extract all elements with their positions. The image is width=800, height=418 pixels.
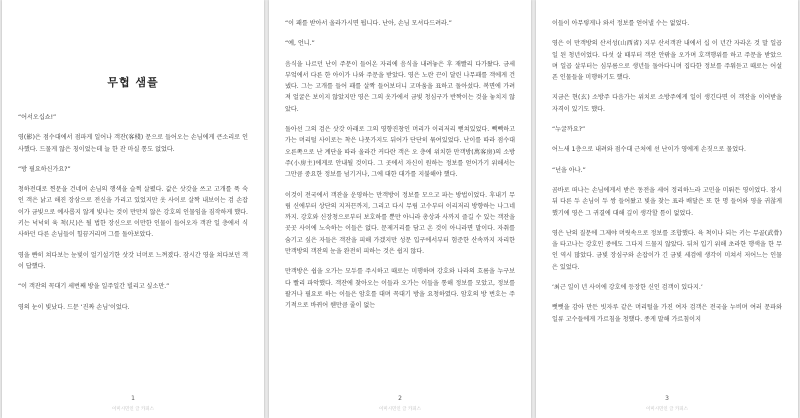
paragraph: 지금은 현(玄) 소방주 다음가는 위치로 소방주에게 일이 생긴다면 이 객잔을 이어받을 자격이 있기도 했다. [552, 94, 782, 113]
document-title: 무협 샘플 [107, 76, 159, 89]
paragraph: 영(影)은 점수대에서 점파게 일어나 객잔(客棧) 문으로 들어오는 손님에게 큰소리로 인사했다. 드물게 않은 칭이었는데 늘 한 잔 마실 통도 없었다. [18, 134, 248, 153]
paragraph: 뻣뻣을 감아 만든 빗자루 같은 머리털을 가진 여자 검객은 전국을 누비며 여러 문파와 일류 고수들에게 가르침을 청했다. 종게 말해 가르침이지 [552, 304, 782, 323]
page-watermark: 이미시민인 글 카피스 [379, 407, 421, 412]
paragraph: “누굴까요?” [552, 126, 586, 134]
paragraph: 영의 눈이 빛났다. 드문 ‘진짜 손님’이었다. [18, 303, 130, 311]
page-watermark: 이미시민인 글 카피스 [646, 407, 688, 412]
paragraph: “넌을 아나.” [552, 166, 586, 174]
paragraph: “방 필요하신가요?” [18, 165, 71, 173]
page-number: 2 [398, 395, 402, 402]
paragraph: 곰바로 떠나는 손님에게서 받은 동전을 세어 정리하느라 고민을 미뤄든 영이었다. 잠시 뒤 다른 두 손님이 두 쌍 들어왔고 빛을 찾는 표라 배달은 또 한 명 들어와 영을 귀찮게 했기에 영은 그 귀결에 대해 깊이 생각할 틈이 없었다. [552, 186, 782, 217]
paragraph: 영은 난의 질문에 그제야 머릿속으로 정보를 조합했다. 육 척이나 되는 키는 무골(武骨)을 타고나는 강호인 중에도 그다지 드물지 않았다. 뒤처 입기 위해 초라한 행색을 한 무인 역시 많았다. 금빛 장심구와 손잡이가 긴 금빛 세검에 생각이 미쳐서 저어느는 인물은 있었다. [552, 229, 782, 271]
paragraph: “이 패를 받아서 올라가시면 됩니다. 난아, 손님 모셔다드려라.” [285, 20, 452, 27]
paragraph: 청하전대로 찐문을 건네며 손님의 행색을 슬쩍 살폈다. 값은 삿갓을 쓰고 고개를 푹 숙인 객은 낡고 해진 장삼으로 전신을 가리고 있었지만 옷 사이로 살짝 내보이는 검 손잡이가 금빛으로 예사롭지 않게 빛나는 것이 만만치 않은 강호의 인물임을 짐작하게 했다. 키는 넉넉히 육 척(尺)은 될 법한 장신으로 이만한 인물이 들어오자 객잔 일 층에서 식사하던 다른 손님들이 힐끔거리며 그를 돌아보았다. [18, 186, 248, 239]
page-3 [536, 0, 798, 418]
paragraph: “어서오십쇼!” [18, 114, 57, 121]
paragraph: 만객방은 쉽을 오가는 모두를 주시하고 때로는 미행하며 강호와 나라의 흐름을 누구보다 빨리 파악했다. 객잔에 찾아오는 이들과 오가는 이들을 통해 정보를 모았고, 정보를 팔거나 필요로 하는 이들은 암호를 대며 꼭대기 방을 요청하였다. 암호의 방 번호는 주기적으로 바뀌어 웬만큼 줄이 없는 [285, 268, 515, 310]
paragraph: 영을 빤히 쳐다보는 눈빛이 얼기설기한 삿갓 너머로 느껴졌다. 잠시간 영을 쳐다보던 객이 답했다. [18, 251, 248, 270]
page-number: 3 [665, 395, 669, 402]
page-watermark: 이미시민인 글 카피스 [112, 407, 154, 412]
paragraph: 음식을 나르던 난이 주문이 들어온 자리에 음식을 내려놓은 후 재빨리 다가왔다. 금세 부엌에서 다른 한 아이가 나와 주문을 받았다. 영은 노란 끈이 달린 나무패를 객에게 건넸다. 그는 고개를 들어 패를 살짝 들어보더니 고마움을 표하고 돌아섰다. 복면에 가려져 얼굴은 보이지 않았지만 영은 그의 옷가에서 금빛 청심구가 반짝이는 것을 놓치지 않았다. [285, 60, 515, 113]
paragraph: ‘최근 일이 년 사이에 강호에 등장한 신인 검객이 있다지.’ [552, 284, 703, 292]
page-1 [2, 0, 264, 418]
paragraph: 어느새 1층으로 내려와 점수대 근처에 선 난이가 영에게 손짓으로 물었다. [552, 146, 746, 154]
paragraph: “이 객잔의 꼭대기 세번째 방을 일주일간 빌리고 싶소만.” [18, 283, 170, 291]
paragraph: 이들이 아무렇게나 와서 정보를 얻어낼 수는 없었다. [552, 20, 690, 27]
paragraph: 이것이 전국에서 객잔을 운영하는 만객방이 정보를 모으고 파는 방법이었다. 후내기 무림 신에부터 상단의 지저끈까지, 그리고 다시 무림 고수부터 이리저리 방향하는 나그네까지. 강호와 신장청으로부터 보호하를 뿐만 아니라 총상과 사까지 즐길 수 있는 객잔을 곳곳 사이에 노숙하는 이들은 없다. 문제거리를 담고 온 것이 아니라면 말이다. 자취를 숨기고 싶은 자들은 객잔을 피해 가겠지만 성문 입구에서부터 험준한 산속까지 자리한 만객방의 객잔의 눈을 완전히 피하는 것은 쉽지 않다. [285, 191, 515, 256]
page-number: 1 [131, 395, 135, 402]
paragraph: 돌아선 그의 검은 삿갓 아래로 그의 영향진창인 머리가 이리저리 뻗쳐있었다. 빽빽하고 가는 머리털 사이로는 착은 나뭇가지도 뒤어가 단단히 묶여있었다. 난이를 따라 점수대 오른쪽으로 난 계단을 따라 올라간 커다란 객은 오 층에 위치한 만객방(萬客房)의 소방주(小房主)에게로 안내될 것이다. 그 곳에서 자신이 원하는 정보를 얻어가기 위해서는 그만큼 중요한 정보를 넘기거나, 그에 대한 대가를 지불해야 했다. [285, 126, 515, 179]
paragraph: 영은 이 만객방의 산서성(山西省) 지부 산서객잔 내에서 십 이 년간 자라온 것 말 일곱일 된 청년이었다. 다섯 살 때부터 객잔 안팎을 오가며 호객행위를 하고 주문을 받았으며 일곱 살부터는 심부름으로 생년들 돌아다니며 집다한 정보를 주워듣고 때로는 어설픈 인물들을 미행하기도 했다. [552, 40, 782, 82]
page-2 [269, 0, 531, 418]
paragraph: “예, 언니.” [285, 40, 315, 48]
